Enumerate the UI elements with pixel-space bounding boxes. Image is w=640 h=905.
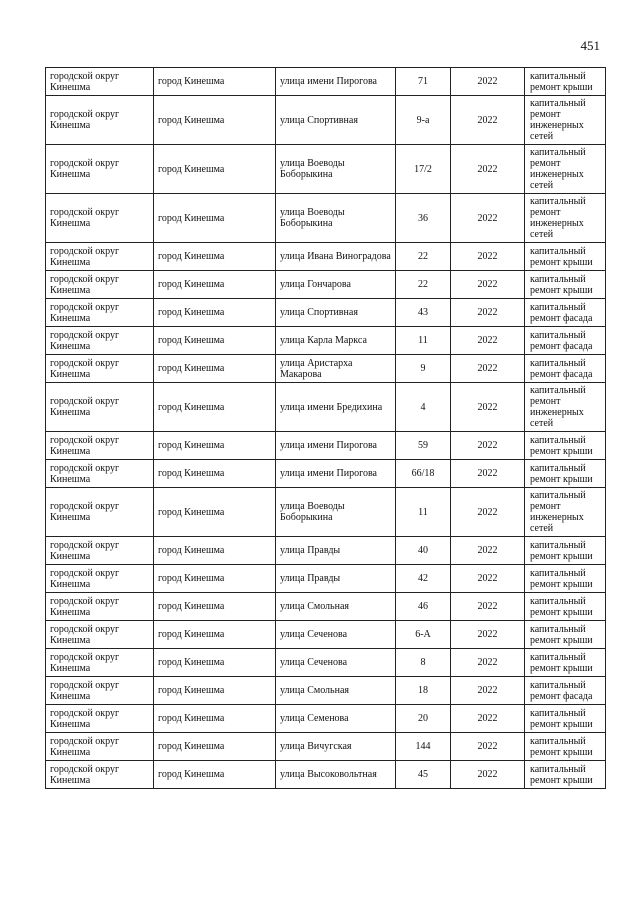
work-type-cell: капитальный ремонт инженерных сетей [525,488,606,537]
district-cell: городской округ Кинешма [46,299,154,327]
table-row [46,677,606,705]
work-type-cell: капитальный ремонт фасада [525,327,606,355]
year-cell: 2022 [451,537,525,565]
city-cell: город Кинешма [154,383,276,432]
district-cell: городской округ Кинешма [46,68,154,96]
year-cell: 2022 [451,96,525,145]
house-number-cell: 22 [396,271,451,299]
street-cell: улица Спортивная [276,96,396,145]
city-cell: город Кинешма [154,705,276,733]
table-row [46,68,606,96]
work-type-cell: капитальный ремонт фасада [525,299,606,327]
city-cell: город Кинешма [154,565,276,593]
district-cell: городской округ Кинешма [46,649,154,677]
year-cell: 2022 [451,649,525,677]
work-type-cell: капитальный ремонт крыши [525,537,606,565]
table-row [46,733,606,761]
street-cell: улица Вичугская [276,733,396,761]
city-cell: город Кинешма [154,677,276,705]
district-cell: городской округ Кинешма [46,145,154,194]
work-type-cell: капитальный ремонт крыши [525,460,606,488]
work-type-cell: капитальный ремонт инженерных сетей [525,383,606,432]
house-number-cell: 59 [396,432,451,460]
table-row [46,243,606,271]
year-cell: 2022 [451,621,525,649]
table-row [46,761,606,789]
city-cell: город Кинешма [154,432,276,460]
work-type-cell: капитальный ремонт фасада [525,355,606,383]
year-cell: 2022 [451,383,525,432]
table-row [46,649,606,677]
repair-schedule-table [45,67,606,789]
page-number: 451 [580,38,600,53]
street-cell: улица Воеводы Боборыкина [276,488,396,537]
year-cell: 2022 [451,68,525,96]
year-cell: 2022 [451,761,525,789]
year-cell: 2022 [451,355,525,383]
street-cell: улица Сеченова [276,649,396,677]
table-row [46,355,606,383]
district-cell: городской округ Кинешма [46,96,154,145]
table-row [46,565,606,593]
city-cell: город Кинешма [154,488,276,537]
district-cell: городской округ Кинешма [46,593,154,621]
house-number-cell: 6-А [396,621,451,649]
street-cell: улица Гончарова [276,271,396,299]
city-cell: город Кинешма [154,537,276,565]
table-row [46,621,606,649]
city-cell: город Кинешма [154,355,276,383]
table-row [46,383,606,432]
work-type-cell: капитальный ремонт крыши [525,705,606,733]
work-type-cell: капитальный ремонт крыши [525,68,606,96]
district-cell: городской округ Кинешма [46,537,154,565]
city-cell: город Кинешма [154,194,276,243]
house-number-cell: 46 [396,593,451,621]
district-cell: городской округ Кинешма [46,327,154,355]
year-cell: 2022 [451,460,525,488]
district-cell: городской округ Кинешма [46,733,154,761]
city-cell: город Кинешма [154,621,276,649]
street-cell: улица имени Бредихина [276,383,396,432]
house-number-cell: 17/2 [396,145,451,194]
work-type-cell: капитальный ремонт крыши [525,565,606,593]
district-cell: городской округ Кинешма [46,271,154,299]
table-row [46,537,606,565]
work-type-cell: капитальный ремонт крыши [525,621,606,649]
table-row [46,194,606,243]
district-cell: городской округ Кинешма [46,194,154,243]
work-type-cell: капитальный ремонт инженерных сетей [525,194,606,243]
district-cell: городской округ Кинешма [46,705,154,733]
district-cell: городской округ Кинешма [46,460,154,488]
work-type-cell: капитальный ремонт крыши [525,432,606,460]
house-number-cell: 36 [396,194,451,243]
year-cell: 2022 [451,299,525,327]
year-cell: 2022 [451,243,525,271]
street-cell: улица Сеченова [276,621,396,649]
work-type-cell: капитальный ремонт крыши [525,271,606,299]
table-row [46,327,606,355]
district-cell: городской округ Кинешма [46,383,154,432]
house-number-cell: 45 [396,761,451,789]
street-cell: улица Смольная [276,677,396,705]
table-body [46,68,606,789]
year-cell: 2022 [451,194,525,243]
street-cell: улица Воеводы Боборыкина [276,194,396,243]
work-type-cell: капитальный ремонт крыши [525,733,606,761]
work-type-cell: капитальный ремонт крыши [525,649,606,677]
house-number-cell: 43 [396,299,451,327]
district-cell: городской округ Кинешма [46,243,154,271]
street-cell: улица Спортивная [276,299,396,327]
street-cell: улица Карла Маркса [276,327,396,355]
city-cell: город Кинешма [154,593,276,621]
city-cell: город Кинешма [154,733,276,761]
house-number-cell: 11 [396,327,451,355]
city-cell: город Кинешма [154,460,276,488]
work-type-cell: капитальный ремонт фасада [525,677,606,705]
table-row [46,145,606,194]
street-cell: улица имени Пирогова [276,432,396,460]
work-type-cell: капитальный ремонт инженерных сетей [525,145,606,194]
district-cell: городской округ Кинешма [46,621,154,649]
table-row [46,271,606,299]
district-cell: городской округ Кинешма [46,355,154,383]
city-cell: город Кинешма [154,243,276,271]
year-cell: 2022 [451,271,525,299]
street-cell: улица Правды [276,537,396,565]
house-number-cell: 42 [396,565,451,593]
house-number-cell: 144 [396,733,451,761]
house-number-cell: 40 [396,537,451,565]
table-row [46,432,606,460]
city-cell: город Кинешма [154,761,276,789]
street-cell: улица имени Пирогова [276,68,396,96]
year-cell: 2022 [451,432,525,460]
year-cell: 2022 [451,705,525,733]
city-cell: город Кинешма [154,68,276,96]
district-cell: городской округ Кинешма [46,761,154,789]
house-number-cell: 11 [396,488,451,537]
city-cell: город Кинешма [154,299,276,327]
table-row [46,299,606,327]
street-cell: улица Воеводы Боборыкина [276,145,396,194]
city-cell: город Кинешма [154,271,276,299]
district-cell: городской округ Кинешма [46,488,154,537]
city-cell: город Кинешма [154,96,276,145]
table-row [46,593,606,621]
city-cell: город Кинешма [154,145,276,194]
work-type-cell: капитальный ремонт инженерных сетей [525,96,606,145]
street-cell: улица Аристарха Макарова [276,355,396,383]
street-cell: улица имени Пирогова [276,460,396,488]
table-row [46,488,606,537]
house-number-cell: 9-а [396,96,451,145]
street-cell: улица Смольная [276,593,396,621]
house-number-cell: 8 [396,649,451,677]
year-cell: 2022 [451,733,525,761]
city-cell: город Кинешма [154,649,276,677]
district-cell: городской округ Кинешма [46,677,154,705]
house-number-cell: 22 [396,243,451,271]
district-cell: городской округ Кинешма [46,432,154,460]
city-cell: город Кинешма [154,327,276,355]
year-cell: 2022 [451,565,525,593]
house-number-cell: 9 [396,355,451,383]
work-type-cell: капитальный ремонт крыши [525,593,606,621]
table-row [46,460,606,488]
work-type-cell: капитальный ремонт крыши [525,243,606,271]
year-cell: 2022 [451,593,525,621]
table-row [46,96,606,145]
year-cell: 2022 [451,677,525,705]
street-cell: улица Ивана Виноградова [276,243,396,271]
house-number-cell: 4 [396,383,451,432]
street-cell: улица Правды [276,565,396,593]
house-number-cell: 20 [396,705,451,733]
table-row [46,705,606,733]
work-type-cell: капитальный ремонт крыши [525,761,606,789]
street-cell: улица Семенова [276,705,396,733]
street-cell: улица Высоковольтная [276,761,396,789]
year-cell: 2022 [451,145,525,194]
house-number-cell: 18 [396,677,451,705]
house-number-cell: 71 [396,68,451,96]
district-cell: городской округ Кинешма [46,565,154,593]
house-number-cell: 66/18 [396,460,451,488]
year-cell: 2022 [451,488,525,537]
year-cell: 2022 [451,327,525,355]
